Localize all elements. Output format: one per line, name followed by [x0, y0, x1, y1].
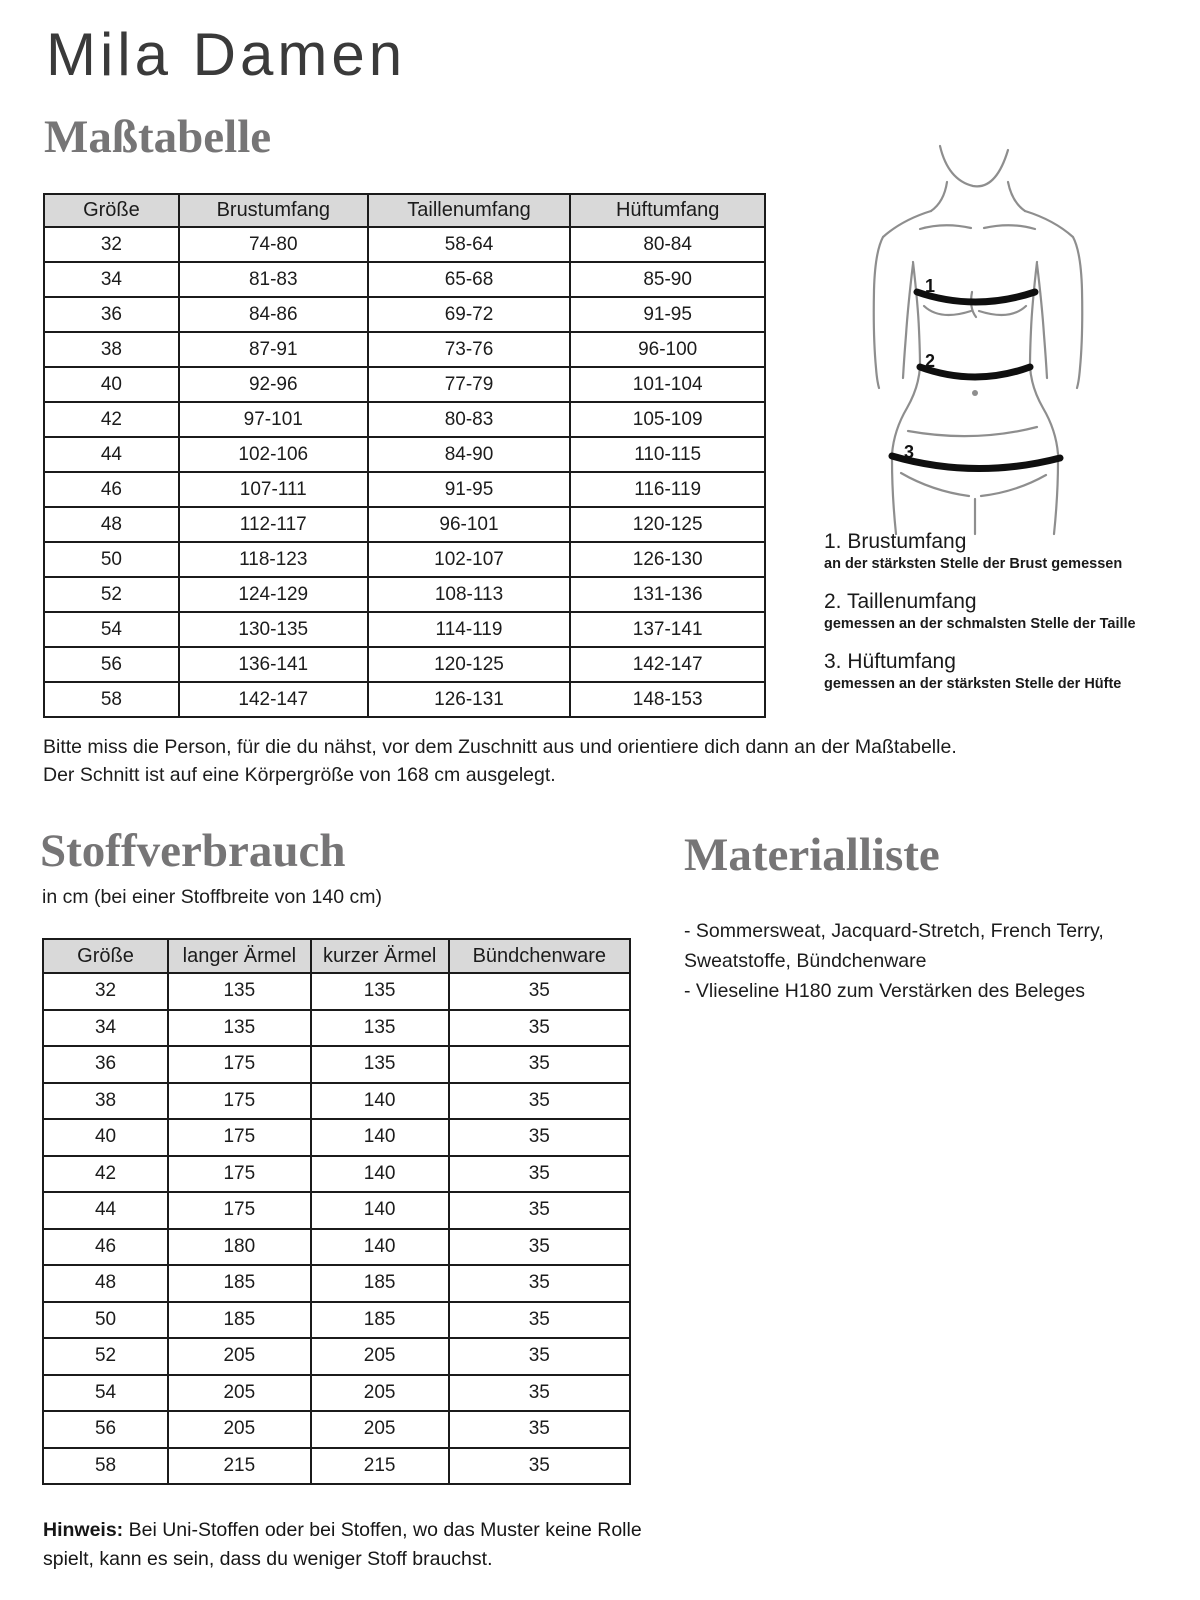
table-cell: 52	[44, 577, 179, 612]
waist-band	[920, 367, 1030, 377]
table-cell: 97-101	[179, 402, 368, 437]
table-cell: 69-72	[368, 297, 571, 332]
table-row	[44, 262, 765, 297]
table-cell: 80-83	[368, 402, 571, 437]
table-row	[43, 1192, 630, 1229]
table-cell: 35	[449, 1411, 630, 1448]
table-cell: 35	[449, 1448, 630, 1485]
table-cell: 40	[43, 1119, 168, 1156]
column-header: Größe	[44, 194, 179, 227]
table-cell: 34	[44, 262, 179, 297]
column-header: kurzer Ärmel	[311, 939, 449, 973]
table-cell: 46	[43, 1229, 168, 1266]
table-cell: 56	[43, 1411, 168, 1448]
table-cell: 35	[449, 1229, 630, 1266]
table-cell: 35	[449, 973, 630, 1010]
table-cell: 102-107	[368, 542, 571, 577]
body-measurement-figure	[830, 140, 1160, 540]
table-cell: 185	[168, 1265, 311, 1302]
table-cell: 36	[43, 1046, 168, 1083]
table-cell: 42	[43, 1156, 168, 1193]
table-cell: 140	[311, 1192, 449, 1229]
table-cell: 185	[168, 1302, 311, 1339]
material-heading: Materialliste	[684, 829, 940, 881]
table-cell: 46	[44, 472, 179, 507]
table-cell: 96-100	[570, 332, 765, 367]
table-cell: 56	[44, 647, 179, 682]
table-cell: 205	[168, 1411, 311, 1448]
table-cell: 135	[168, 973, 311, 1010]
table-cell: 38	[44, 332, 179, 367]
table-cell: 107-111	[179, 472, 368, 507]
table-row	[44, 507, 765, 542]
table-cell: 52	[43, 1338, 168, 1375]
table-cell: 92-96	[179, 367, 368, 402]
table-cell: 35	[449, 1010, 630, 1047]
table-cell: 148-153	[570, 682, 765, 717]
table-cell: 35	[449, 1338, 630, 1375]
table-cell: 175	[168, 1192, 311, 1229]
bust-band-label: 1	[925, 276, 936, 296]
fabric-heading: Stoffverbrauch	[40, 825, 346, 877]
table-cell: 58	[44, 682, 179, 717]
table-cell: 105-109	[570, 402, 765, 437]
table-cell: 96-101	[368, 507, 571, 542]
table-cell: 65-68	[368, 262, 571, 297]
table-cell: 136-141	[179, 647, 368, 682]
table-cell: 175	[168, 1046, 311, 1083]
torso-outline	[874, 146, 1083, 534]
fabric-table	[42, 938, 631, 1485]
table-cell: 77-79	[368, 367, 571, 402]
column-header: Bündchenware	[449, 939, 630, 973]
measurement-legend	[824, 528, 1196, 694]
table-cell: 126-131	[368, 682, 571, 717]
legend-title: 3. Hüftumfang	[824, 650, 956, 673]
fabric-subtitle: in cm (bei einer Stoffbreite von 140 cm)	[42, 886, 382, 908]
table-cell: 87-91	[179, 332, 368, 367]
table-cell: 185	[311, 1302, 449, 1339]
size-table-heading: Maßtabelle	[44, 111, 272, 163]
material-item: - Vlieseline H180 zum Verstärken des Beleges	[684, 980, 1086, 1002]
table-cell: 74-80	[179, 227, 368, 262]
table-cell: 205	[311, 1375, 449, 1412]
table-cell: 135	[311, 1010, 449, 1047]
table-row	[43, 1010, 630, 1047]
table-cell: 116-119	[570, 472, 765, 507]
table-cell: 124-129	[179, 577, 368, 612]
table-cell: 205	[168, 1338, 311, 1375]
measure-note-line2: Der Schnitt ist auf eine Körpergröße von 168 cm ausgelegt.	[43, 764, 556, 786]
table-cell: 54	[44, 612, 179, 647]
legend-title: 1. Brustumfang	[824, 530, 967, 553]
column-header: Hüftumfang	[570, 194, 765, 227]
table-row	[44, 367, 765, 402]
measure-note-line1: Bitte miss die Person, für die du nähst, vor dem Zuschnitt aus und orientiere dich dann an der Maßtabelle.	[43, 736, 957, 758]
table-cell: 140	[311, 1229, 449, 1266]
size-table	[43, 193, 766, 718]
table-row	[44, 297, 765, 332]
legend-desc: an der stärksten Stelle der Brust gemessen	[824, 556, 1123, 572]
table-cell: 32	[44, 227, 179, 262]
table-cell: 35	[449, 1375, 630, 1412]
table-cell: 50	[43, 1302, 168, 1339]
table-row	[43, 1156, 630, 1193]
table-cell: 80-84	[570, 227, 765, 262]
table-cell: 48	[43, 1265, 168, 1302]
table-cell: 34	[43, 1010, 168, 1047]
table-cell: 102-106	[179, 437, 368, 472]
legend-desc: gemessen an der stärksten Stelle der Hüfte	[824, 676, 1122, 692]
table-cell: 58-64	[368, 227, 571, 262]
table-row	[43, 1448, 630, 1485]
legend-desc: gemessen an der schmalsten Stelle der Taille	[824, 616, 1136, 632]
table-cell: 137-141	[570, 612, 765, 647]
legend-item-hip	[824, 648, 1196, 694]
table-row	[44, 437, 765, 472]
measure-note	[43, 733, 957, 789]
hip-band	[892, 456, 1060, 469]
table-cell: 101-104	[570, 367, 765, 402]
navel-dot	[972, 390, 978, 396]
table-cell: 81-83	[179, 262, 368, 297]
table-cell: 180	[168, 1229, 311, 1266]
table-cell: 36	[44, 297, 179, 332]
material-item: - Sommersweat, Jacquard-Stretch, French Terry, Sweatstoffe, Bündchenware	[684, 920, 1104, 972]
female-torso-diagram	[830, 140, 1160, 540]
footer-note	[43, 1516, 691, 1574]
table-cell: 175	[168, 1119, 311, 1156]
header-row	[44, 194, 765, 227]
table-row	[44, 227, 765, 262]
table-cell: 35	[449, 1302, 630, 1339]
table-cell: 50	[44, 542, 179, 577]
waist-band-label: 2	[925, 351, 936, 371]
table-row	[44, 577, 765, 612]
table-cell: 32	[43, 973, 168, 1010]
table-row	[43, 1229, 630, 1266]
table-cell: 185	[311, 1265, 449, 1302]
table-row	[43, 1411, 630, 1448]
table-cell: 142-147	[179, 682, 368, 717]
table-row	[44, 332, 765, 367]
table-cell: 135	[311, 973, 449, 1010]
table-cell: 44	[44, 437, 179, 472]
table-cell: 205	[311, 1411, 449, 1448]
table-row	[43, 973, 630, 1010]
table-cell: 108-113	[368, 577, 571, 612]
table-cell: 110-115	[570, 437, 765, 472]
table-cell: 175	[168, 1083, 311, 1120]
table-row	[44, 612, 765, 647]
table-cell: 140	[311, 1156, 449, 1193]
table-cell: 35	[449, 1192, 630, 1229]
table-cell: 35	[449, 1265, 630, 1302]
hip-band-label: 3	[904, 442, 915, 462]
footer-note-label: Hinweis:	[43, 1519, 124, 1541]
table-cell: 40	[44, 367, 179, 402]
table-row	[44, 682, 765, 717]
table-row	[44, 647, 765, 682]
table-cell: 35	[449, 1156, 630, 1193]
table-cell: 85-90	[570, 262, 765, 297]
table-cell: 140	[311, 1119, 449, 1156]
table-cell: 135	[311, 1046, 449, 1083]
column-header: Größe	[43, 939, 168, 973]
table-cell: 135	[168, 1010, 311, 1047]
table-cell: 48	[44, 507, 179, 542]
table-cell: 35	[449, 1046, 630, 1083]
column-header: langer Ärmel	[168, 939, 311, 973]
table-cell: 142-147	[570, 647, 765, 682]
table-row	[43, 1302, 630, 1339]
material-list	[684, 916, 1146, 1006]
table-row	[44, 472, 765, 507]
legend-item-waist	[824, 588, 1196, 634]
table-cell: 35	[449, 1119, 630, 1156]
table-cell: 73-76	[368, 332, 571, 367]
table-cell: 54	[43, 1375, 168, 1412]
legend-item-bust	[824, 528, 1196, 574]
page-title: Mila Damen	[46, 21, 407, 88]
table-cell: 126-130	[570, 542, 765, 577]
table-cell: 130-135	[179, 612, 368, 647]
table-row	[44, 542, 765, 577]
table-cell: 120-125	[570, 507, 765, 542]
table-cell: 215	[311, 1448, 449, 1485]
footer-note-text: Bei Uni-Stoffen oder bei Stoffen, wo das Muster keine Rolle spielt, kann es sein, dass du weniger Stoff brauchst.	[43, 1519, 642, 1570]
table-row	[44, 402, 765, 437]
table-cell: 114-119	[368, 612, 571, 647]
table-cell: 91-95	[368, 472, 571, 507]
table-cell: 84-90	[368, 437, 571, 472]
table-cell: 205	[168, 1375, 311, 1412]
table-cell: 35	[449, 1083, 630, 1120]
table-cell: 112-117	[179, 507, 368, 542]
table-cell: 140	[311, 1083, 449, 1120]
table-row	[43, 1046, 630, 1083]
table-cell: 118-123	[179, 542, 368, 577]
column-header: Brustumfang	[179, 194, 368, 227]
table-row	[43, 1265, 630, 1302]
table-row	[43, 1338, 630, 1375]
table-cell: 131-136	[570, 577, 765, 612]
column-header: Taillenumfang	[368, 194, 571, 227]
table-cell: 44	[43, 1192, 168, 1229]
table-cell: 120-125	[368, 647, 571, 682]
table-cell: 38	[43, 1083, 168, 1120]
table-row	[43, 1375, 630, 1412]
table-cell: 91-95	[570, 297, 765, 332]
table-cell: 175	[168, 1156, 311, 1193]
table-cell: 205	[311, 1338, 449, 1375]
table-row	[43, 1119, 630, 1156]
table-cell: 84-86	[179, 297, 368, 332]
table-row	[43, 1083, 630, 1120]
table-cell: 58	[43, 1448, 168, 1485]
legend-title: 2. Taillenumfang	[824, 590, 977, 613]
table-cell: 215	[168, 1448, 311, 1485]
header-row	[43, 939, 630, 973]
table-cell: 42	[44, 402, 179, 437]
